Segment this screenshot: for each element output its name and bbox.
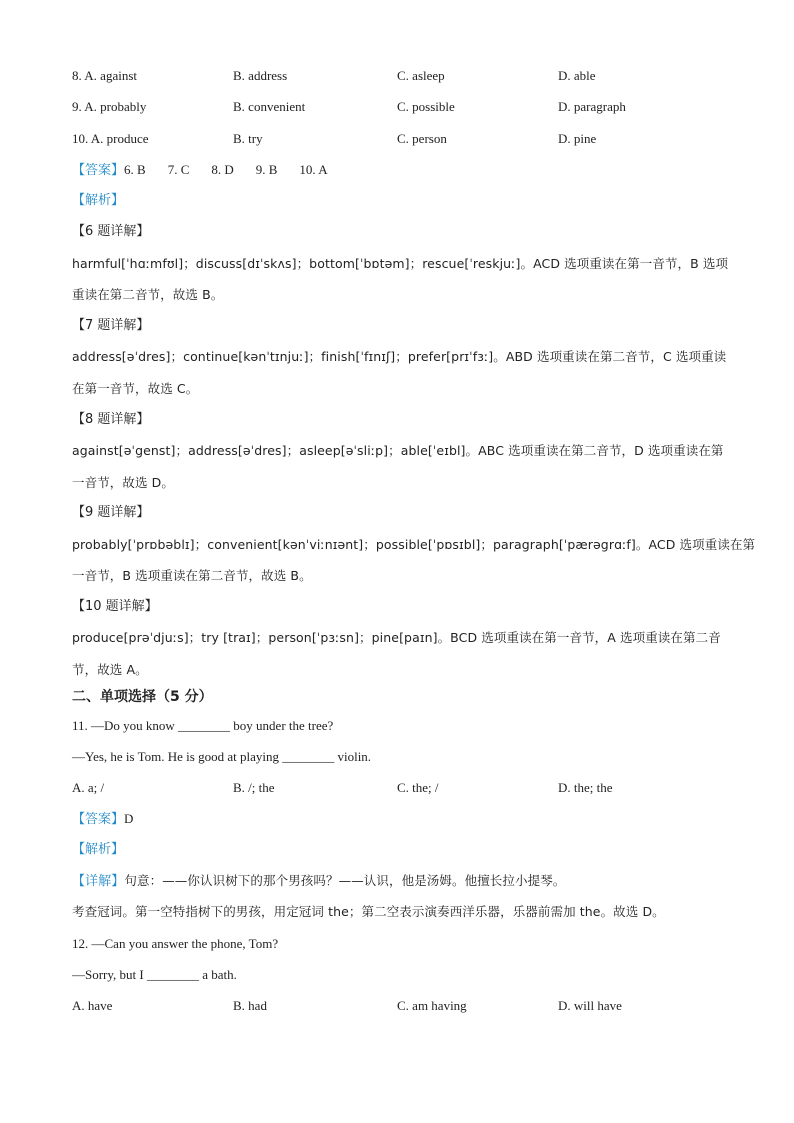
detail-11-translation: 句意：——你认识树下的那个男孩吗？——认识，他是汤姆。他擅长拉小提琴。 [124,873,566,888]
analysis-tag: 【解析】 [72,842,125,857]
detail-7-heading: 【7 题详解】 [72,318,150,333]
q10-option-a: 10. A. produce [72,131,149,146]
q10-option-b: B. try [233,131,263,146]
answer-6: 6. B [124,162,146,177]
detail-11-line-1 [72,872,565,891]
detail-10-line-2: 节，故选 A。 [72,662,148,677]
detail-10-heading: 【10 题详解】 [72,599,158,614]
q9-option-a: 9. A. probably [72,99,147,114]
q11-option-c: C. the; / [397,780,439,795]
answer-row-6-10 [72,161,328,180]
q12-option-b: B. had [233,998,267,1013]
q11-stem: 11. —Do you know ________ boy under the tree? [72,718,334,733]
detail-8-line-2: 一音节，故选 D。 [72,475,174,490]
q8-option-c: C. asleep [397,68,445,83]
q8-option-a: 8. A. against [72,68,137,83]
q12-option-c: C. am having [397,998,467,1013]
answer-7: 7. C [167,162,190,177]
q8-option-b: B. address [233,68,288,83]
answer-8: 8. D [211,162,234,177]
answer-tag: 【答案】 [72,812,125,827]
q10-option-c: C. person [397,131,447,146]
analysis-tag: 【解析】 [72,193,125,208]
detail-7-line-2: 在第一音节，故选 C。 [72,381,199,396]
detail-7-line-1: address[əˈdres]；continue[kənˈtɪnjuː]；finish[ˈfɪnɪʃ]；prefer[prɪˈfɜː]。ABD 选项重读在第二音节，C 选项重读 [72,349,727,364]
section-heading: 二、单项选择（5 分） [72,689,213,705]
detail-9-line-2: 一音节，B 选项重读在第二音节，故选 B。 [72,568,312,583]
detail-tag: 【详解】 [72,874,125,889]
detail-8-heading: 【8 题详解】 [72,412,150,427]
detail-6-line-2: 重读在第二音节，故选 B。 [72,287,224,302]
answer-10: 10. A [299,162,328,177]
detail-8-line-1: against[əˈgenst]；address[əˈdres]；asleep[əˈsliːp]；able[ˈeɪbl]。ABC 选项重读在第二音节，D 选项重读在第 [72,443,724,458]
detail-11-line-2: 考查冠词。第一空特指树下的男孩，用定冠词 the；第二空表示演奏西洋乐器，乐器前需加 the。故选 D。 [72,904,665,919]
q12-option-a: A. have [72,998,113,1013]
q11-reply: —Yes, he is Tom. He is good at playing ________ violin. [72,749,372,764]
q9-option-b: B. convenient [233,99,306,114]
q11-option-b: B. /; the [233,780,275,795]
q8-option-d: D. able [558,68,596,83]
detail-9-heading: 【9 题详解】 [72,505,150,520]
detail-6-heading: 【6 题详解】 [72,224,150,239]
q12-stem: 12. —Can you answer the phone, Tom? [72,936,279,951]
q11-option-d: D. the; the [558,780,613,795]
q9-option-c: C. possible [397,99,455,114]
q11-option-a: A. a; / [72,780,105,795]
answer-row-11 [72,810,133,829]
answer-11: D [124,811,134,826]
detail-6-line-1: harmful[ˈhɑːmfʊl]；discuss[dɪˈskʌs]；bottom[ˈbɒtəm]；rescue[ˈreskjuː]。ACD 选项重读在第一音节，B 选项 [72,256,729,271]
q12-option-d: D. will have [558,998,622,1013]
detail-10-line-1: produce[prəˈdjuːs]；try [traɪ]；person[ˈpɜːsn]；pine[paɪn]。BCD 选项重读在第一音节，A 选项重读在第二音 [72,630,721,645]
q12-reply: —Sorry, but I ________ a bath. [72,967,237,982]
q9-option-d: D. paragraph [558,99,626,114]
answer-tag: 【答案】 [72,163,125,178]
detail-9-line-1: probably[ˈprɒbəblɪ]；convenient[kənˈviːnɪənt]；possible[ˈpɒsɪbl]；paragraph[ˈpærəgrɑːf]。ACD 选项重读在第 [72,537,756,552]
answer-9: 9. B [255,162,278,177]
q10-option-d: D. pine [558,131,597,146]
